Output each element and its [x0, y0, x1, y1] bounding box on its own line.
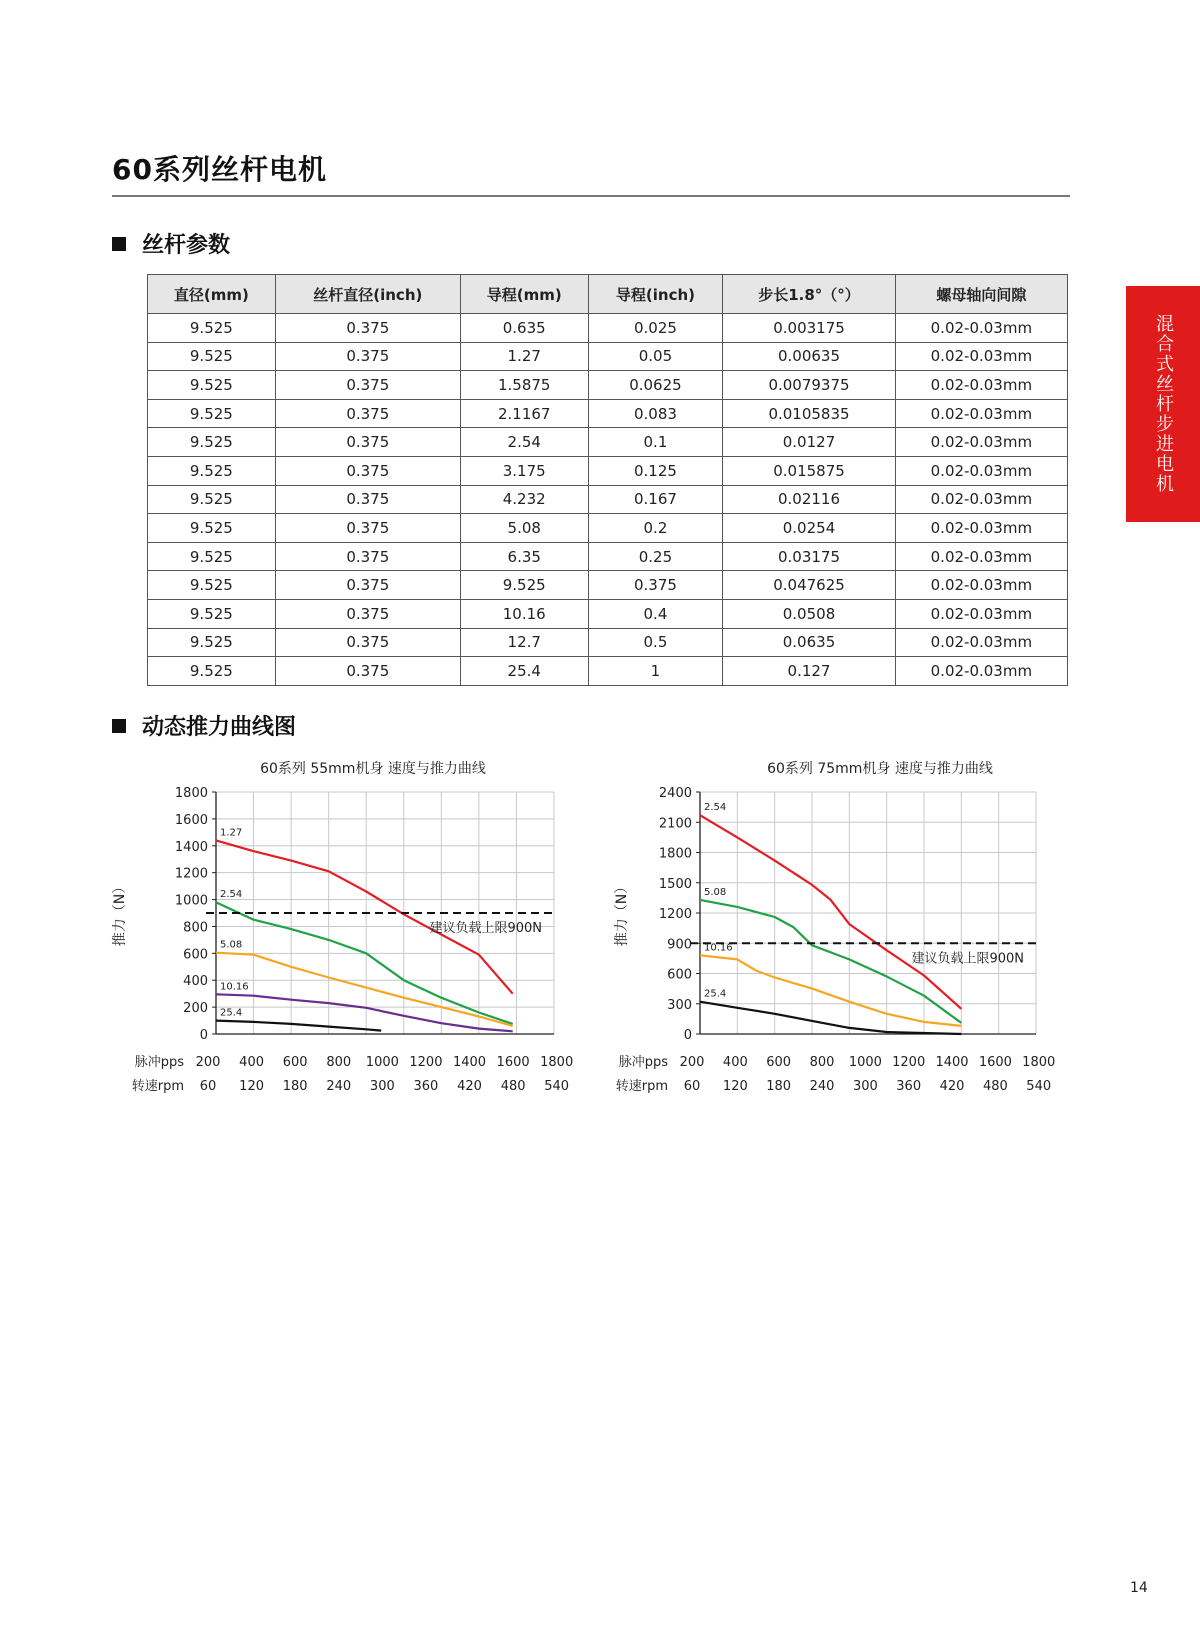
section-heading-curve	[112, 710, 296, 741]
y-tick-label: 2400	[658, 786, 692, 801]
y-tick-label: 900	[667, 937, 692, 953]
x2-tick-label: 540	[1026, 1079, 1052, 1094]
table-cell: 12.7	[460, 628, 588, 657]
section-heading-curve-label: 动态推力曲线图	[142, 715, 297, 740]
table-cell: 0.375	[275, 371, 460, 400]
x2-tick-label: 180	[282, 1079, 308, 1094]
x-tick-label: 1000	[365, 1055, 399, 1070]
table-cell: 0.2	[588, 514, 723, 543]
table-cell: 25.4	[460, 657, 588, 686]
table-cell: 3.175	[460, 456, 588, 485]
x2-tick-label: 300	[369, 1079, 395, 1094]
side-category-tab[interactable]	[1126, 286, 1200, 522]
table-row	[148, 542, 1068, 571]
x2-axis-label: 转速rpm	[131, 1079, 184, 1094]
x2-tick-label: 480	[500, 1079, 526, 1094]
table-cell: 0.375	[275, 571, 460, 600]
table-cell: 9.525	[148, 599, 276, 628]
y-tick-label: 1400	[174, 839, 208, 855]
x2-tick-label: 180	[766, 1079, 792, 1094]
table-cell: 9.525	[460, 571, 588, 600]
table-cell: 1.5875	[460, 371, 588, 400]
series-line	[700, 815, 961, 1009]
table-cell: 9.525	[148, 628, 276, 657]
x-tick-label: 1400	[935, 1055, 969, 1070]
x-tick-label: 1600	[978, 1055, 1012, 1070]
table-cell: 0.375	[275, 428, 460, 457]
column-header: 直径(mm)	[148, 275, 276, 314]
y-tick-label: 0	[683, 1028, 692, 1043]
table-cell: 0.02-0.03mm	[895, 371, 1067, 400]
title-divider	[112, 195, 1070, 197]
table-row	[148, 514, 1068, 543]
table-cell: 9.525	[148, 485, 276, 514]
x-tick-label: 600	[282, 1055, 308, 1070]
x-tick-label: 1800	[540, 1055, 574, 1070]
table-cell: 0.02116	[723, 485, 895, 514]
table-cell: 9.525	[148, 657, 276, 686]
column-header: 导程(inch)	[588, 275, 723, 314]
table-cell: 0.02-0.03mm	[895, 514, 1067, 543]
table-cell: 4.232	[460, 485, 588, 514]
table-cell: 0.02-0.03mm	[895, 428, 1067, 457]
column-header: 螺母轴向间隙	[895, 275, 1067, 314]
table-cell: 0.02-0.03mm	[895, 399, 1067, 428]
table-cell: 0.635	[460, 314, 588, 343]
table-cell: 0.00635	[723, 342, 895, 371]
table-cell: 0.0127	[723, 428, 895, 457]
table-cell: 0.0254	[723, 514, 895, 543]
table-cell: 1	[588, 657, 723, 686]
table-body	[148, 314, 1068, 686]
x-tick-label: 800	[326, 1055, 352, 1070]
x-tick-label: 200	[679, 1055, 705, 1070]
series-label: 10.16	[704, 942, 733, 954]
y-tick-label: 1500	[658, 876, 692, 892]
table-cell: 0.375	[275, 456, 460, 485]
y-tick-label: 800	[183, 920, 208, 936]
series-line	[700, 1002, 961, 1034]
table-cell: 10.16	[460, 599, 588, 628]
table-cell: 1.27	[460, 342, 588, 371]
table-cell: 0.05	[588, 342, 723, 371]
table-cell: 2.1167	[460, 399, 588, 428]
x-tick-label: 600	[766, 1055, 792, 1070]
table-cell: 0.127	[723, 657, 895, 686]
table-cell: 0.02-0.03mm	[895, 599, 1067, 628]
x2-tick-label: 480	[982, 1079, 1008, 1094]
y-axis-label: 推力（N）	[614, 879, 630, 947]
x-tick-label: 1600	[496, 1055, 530, 1070]
table-cell: 0.0105835	[723, 399, 895, 428]
table-cell: 0.375	[275, 342, 460, 371]
x-tick-label: 1400	[452, 1055, 487, 1070]
y-tick-label: 1800	[658, 846, 692, 862]
square-bullet-icon	[112, 719, 126, 733]
y-tick-label: 1200	[658, 907, 692, 922]
section-heading-params	[112, 228, 230, 259]
table-row	[148, 485, 1068, 514]
table-cell: 0.02-0.03mm	[895, 456, 1067, 485]
series-label: 2.54	[704, 802, 727, 814]
table-row	[148, 399, 1068, 428]
table-cell: 9.525	[148, 542, 276, 571]
table-cell: 0.02-0.03mm	[895, 314, 1067, 343]
series-label: 1.27	[220, 827, 243, 839]
table-cell: 6.35	[460, 542, 588, 571]
x-tick-label: 1200	[409, 1055, 443, 1070]
table-cell: 0.02-0.03mm	[895, 571, 1067, 600]
table-cell: 9.525	[148, 371, 276, 400]
column-header: 步长1.8°（°）	[723, 275, 895, 314]
x2-tick-label: 300	[852, 1079, 878, 1094]
y-tick-label: 0	[199, 1028, 208, 1043]
x2-axis-label: 转速rpm	[615, 1079, 668, 1094]
column-header: 导程(mm)	[460, 275, 588, 314]
params-table	[147, 274, 1068, 686]
y-tick-label: 1200	[174, 866, 208, 882]
table-cell: 9.525	[148, 514, 276, 543]
table-cell: 0.02-0.03mm	[895, 485, 1067, 514]
table-cell: 0.0079375	[723, 371, 895, 400]
table-cell: 0.02-0.03mm	[895, 342, 1067, 371]
y-tick-label: 600	[667, 967, 692, 983]
column-header: 丝杆直径(inch)	[275, 275, 460, 314]
table-cell: 0.375	[275, 599, 460, 628]
table-cell: 9.525	[148, 428, 276, 457]
x2-tick-label: 60	[683, 1079, 701, 1094]
table-header-row	[148, 275, 1068, 314]
table-cell: 0.02-0.03mm	[895, 657, 1067, 686]
series-line	[216, 1021, 381, 1031]
square-bullet-icon	[112, 237, 126, 251]
table-cell: 0.025	[588, 314, 723, 343]
table-cell: 0.125	[588, 456, 723, 485]
table-cell: 9.525	[148, 314, 276, 343]
x2-tick-label: 60	[199, 1079, 217, 1094]
table-cell: 0.02-0.03mm	[895, 628, 1067, 657]
table-row	[148, 456, 1068, 485]
table-cell: 0.375	[275, 542, 460, 571]
side-category-tab-label: 混合式丝杆步进电机	[1153, 314, 1174, 494]
x-tick-label: 800	[809, 1055, 835, 1070]
page-number: 14	[1130, 1580, 1148, 1596]
table-row	[148, 657, 1068, 686]
x-tick-label: 400	[722, 1055, 748, 1070]
table-row	[148, 314, 1068, 343]
x2-tick-label: 240	[809, 1079, 835, 1094]
table-cell: 2.54	[460, 428, 588, 457]
table-cell: 0.1	[588, 428, 723, 457]
x-axis-label: 脉冲pps	[134, 1055, 184, 1070]
table-cell: 0.375	[275, 314, 460, 343]
y-tick-label: 1800	[174, 786, 208, 801]
table-cell: 0.167	[588, 485, 723, 514]
series-line	[216, 953, 513, 1026]
x2-tick-label: 540	[544, 1079, 570, 1094]
y-tick-label: 2100	[658, 816, 692, 832]
table-cell: 0.375	[275, 657, 460, 686]
table-row	[148, 628, 1068, 657]
table-cell: 0.375	[275, 628, 460, 657]
y-tick-label: 600	[183, 947, 208, 963]
table-cell: 0.25	[588, 542, 723, 571]
section-heading-params-label: 丝杆参数	[142, 233, 231, 258]
series-label: 5.08	[220, 939, 243, 951]
y-tick-label: 400	[183, 974, 208, 990]
table-row	[148, 342, 1068, 371]
x2-tick-label: 360	[896, 1079, 922, 1094]
series-label: 10.16	[220, 981, 249, 993]
table-cell: 5.08	[460, 514, 588, 543]
chart-title-75mm: 60系列 75mm机身 速度与推力曲线	[767, 761, 993, 777]
x-tick-label: 1800	[1022, 1055, 1056, 1070]
y-tick-label: 200	[183, 1001, 208, 1017]
thrust-chart-75mm	[614, 780, 1080, 1095]
limit-label: 建议负载上限900N	[911, 951, 1024, 967]
table-cell: 0.0625	[588, 371, 723, 400]
table-cell: 0.047625	[723, 571, 895, 600]
table-cell: 9.525	[148, 456, 276, 485]
x-axis-label: 脉冲pps	[618, 1055, 668, 1070]
series-label: 5.08	[704, 886, 727, 898]
table-cell: 0.003175	[723, 314, 895, 343]
series-line	[216, 840, 513, 993]
table-row	[148, 599, 1068, 628]
x2-tick-label: 360	[413, 1079, 439, 1094]
table-cell: 0.0508	[723, 599, 895, 628]
table-cell: 9.525	[148, 342, 276, 371]
table-cell: 0.015875	[723, 456, 895, 485]
x-tick-label: 400	[239, 1055, 265, 1070]
table-cell: 0.02-0.03mm	[895, 542, 1067, 571]
x2-tick-label: 240	[326, 1079, 352, 1094]
table-cell: 0.375	[588, 571, 723, 600]
x2-tick-label: 420	[939, 1079, 965, 1094]
table-row	[148, 428, 1068, 457]
table-cell: 0.03175	[723, 542, 895, 571]
x-tick-label: 1200	[892, 1055, 926, 1070]
x-tick-label: 1000	[848, 1055, 882, 1070]
series-label: 25.4	[220, 1007, 243, 1019]
series-label: 25.4	[704, 988, 727, 1000]
series-label: 2.54	[220, 889, 243, 901]
x2-tick-label: 120	[722, 1079, 748, 1094]
limit-label: 建议负载上限900N	[429, 921, 542, 936]
page-title: 60系列丝杆电机	[112, 153, 327, 186]
x-tick-label: 200	[195, 1055, 221, 1070]
table-cell: 0.4	[588, 599, 723, 628]
chart-title-55mm: 60系列 55mm机身 速度与推力曲线	[260, 761, 486, 777]
table-cell: 9.525	[148, 571, 276, 600]
table-cell: 0.5	[588, 628, 723, 657]
table-row	[148, 571, 1068, 600]
thrust-chart-55mm	[110, 780, 580, 1095]
y-tick-label: 1600	[174, 812, 208, 828]
y-tick-label: 1000	[174, 893, 208, 909]
table-cell: 0.375	[275, 399, 460, 428]
table-cell: 0.375	[275, 485, 460, 514]
table-cell: 9.525	[148, 399, 276, 428]
table-cell: 0.0635	[723, 628, 895, 657]
table-cell: 0.375	[275, 514, 460, 543]
chart-grid	[700, 792, 1036, 1034]
y-axis-label: 推力（N）	[112, 879, 128, 947]
table-cell: 0.083	[588, 399, 723, 428]
x2-tick-label: 120	[239, 1079, 265, 1094]
table-row	[148, 371, 1068, 400]
x2-tick-label: 420	[457, 1079, 482, 1094]
y-tick-label: 300	[667, 997, 692, 1013]
